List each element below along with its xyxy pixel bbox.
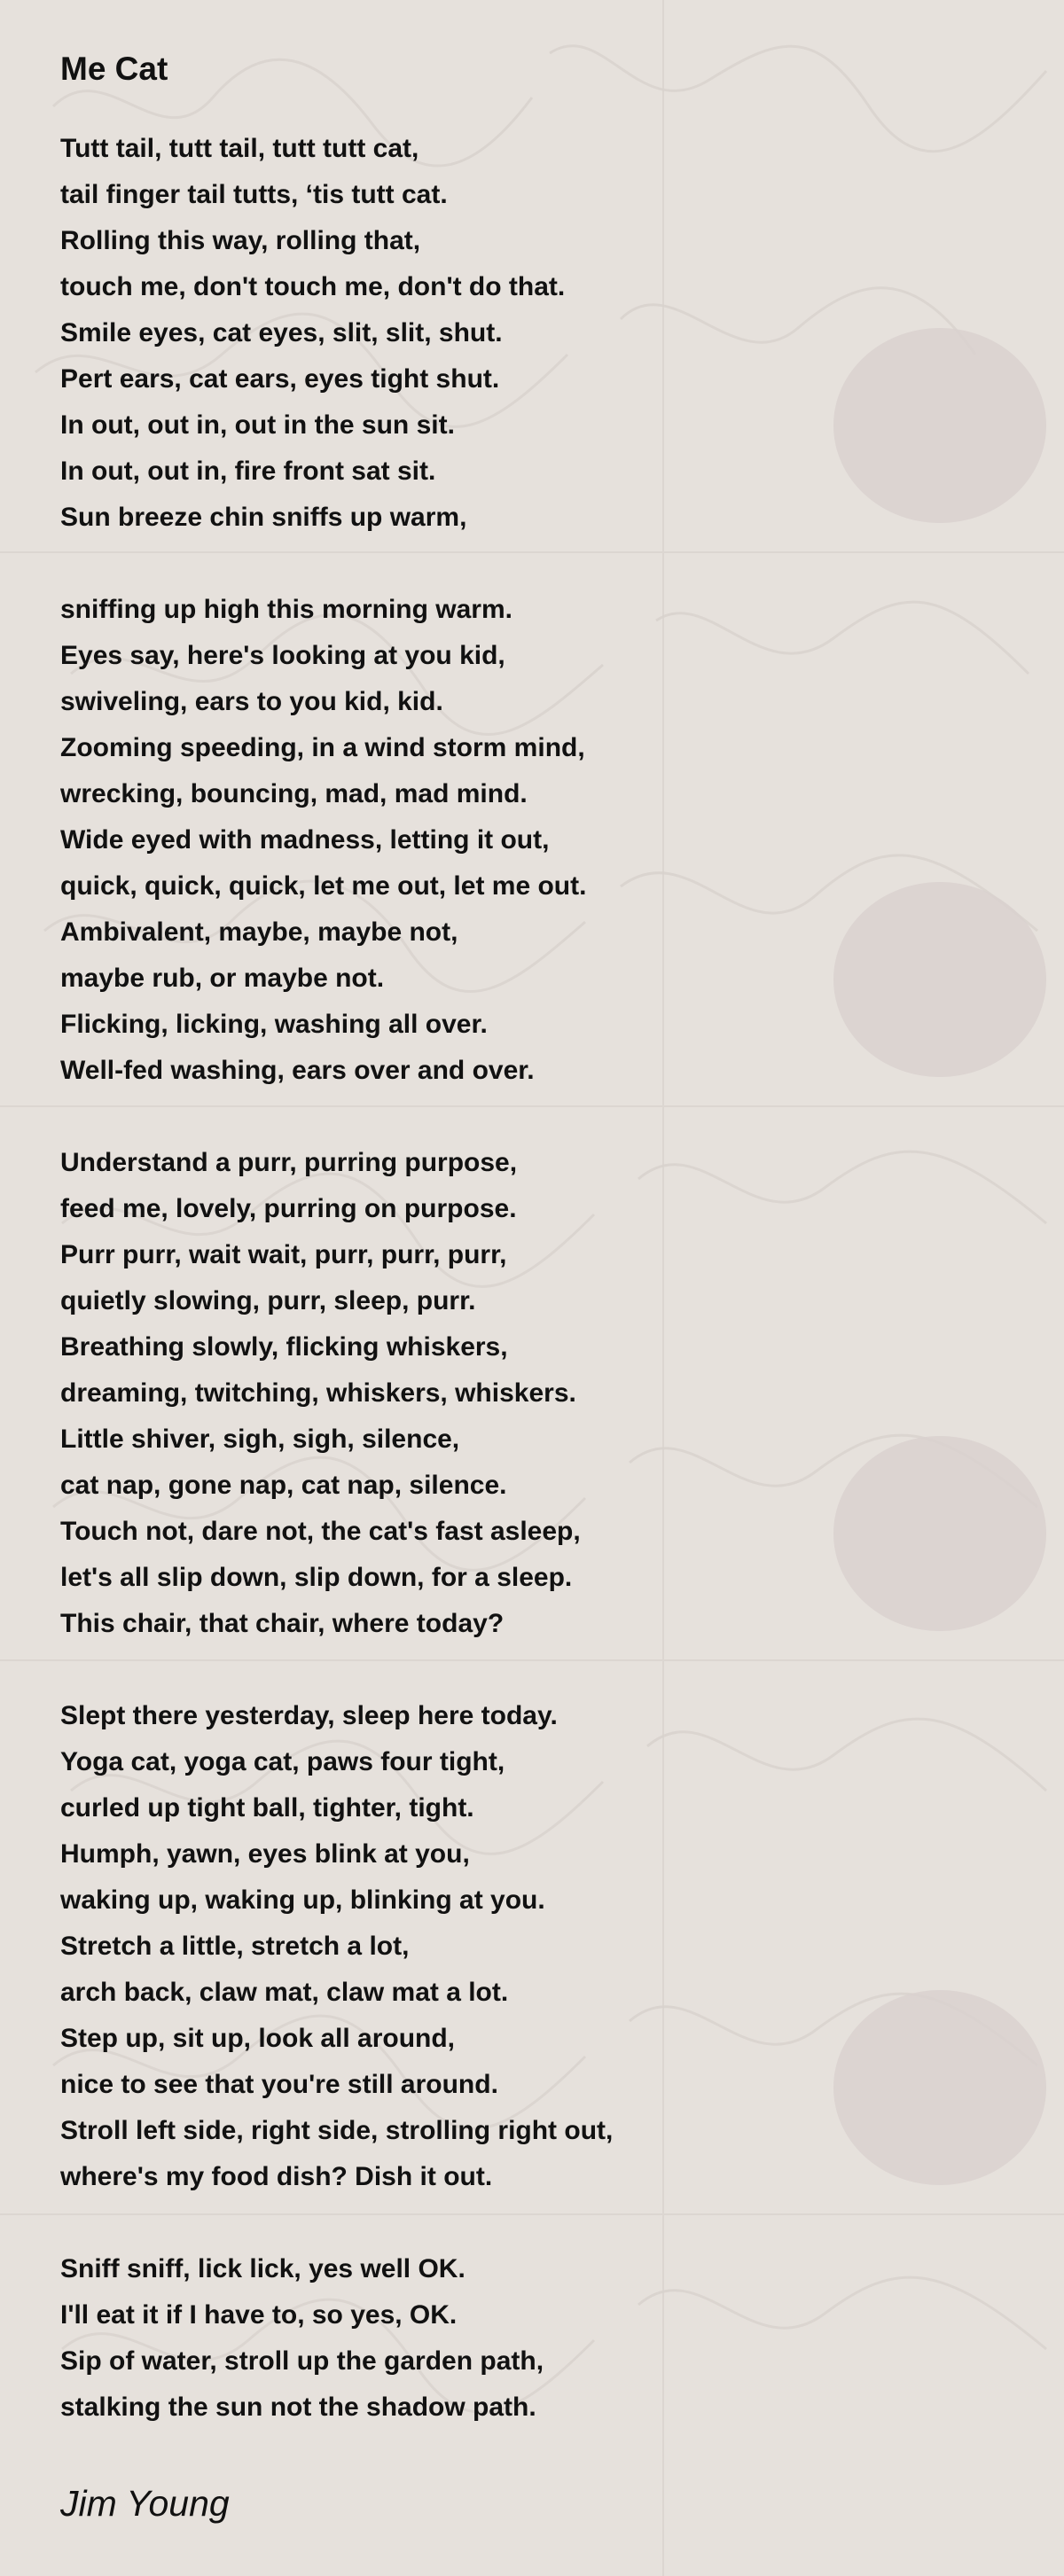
- stanza-5: [60, 2246, 991, 2431]
- poem-line: feed me, lovely, purring on purpose.: [60, 1194, 517, 1223]
- poem-line: tail finger tail tutts, ‘tis tutt cat.: [60, 180, 448, 209]
- poem-title: Me Cat: [60, 51, 168, 87]
- poem-line: Tutt tail, tutt tail, tutt tutt cat,: [60, 134, 419, 163]
- poem-line: Little shiver, sigh, sigh, silence,: [60, 1425, 460, 1454]
- poem-line: swiveling, ears to you kid, kid.: [60, 687, 443, 716]
- poem-line: Stretch a little, stretch a lot,: [60, 1932, 410, 1961]
- poem-line: Sip of water, stroll up the garden path,: [60, 2346, 544, 2376]
- poem-line: cat nap, gone nap, cat nap, silence.: [60, 1471, 507, 1500]
- poem-line: quick, quick, quick, let me out, let me out.: [60, 871, 587, 901]
- poem-line: wrecking, bouncing, mad, mad mind.: [60, 779, 528, 808]
- stanza-2: [60, 587, 991, 1094]
- poem-author: Jim Young: [60, 2483, 230, 2524]
- poem-line: Sun breeze chin sniffs up warm,: [60, 503, 467, 532]
- poem-line: Ambivalent, maybe, maybe not,: [60, 917, 458, 947]
- poem-line: nice to see that you're still around.: [60, 2070, 498, 2099]
- poem-line: Rolling this way, rolling that,: [60, 226, 421, 255]
- poem-line: Eyes say, here's looking at you kid,: [60, 641, 505, 670]
- poem-line: arch back, claw mat, claw mat a lot.: [60, 1978, 509, 2007]
- poem-line: quietly slowing, purr, sleep, purr.: [60, 1286, 476, 1315]
- poem-page: [60, 43, 991, 2530]
- poem-line: Smile eyes, cat eyes, slit, slit, shut.: [60, 318, 503, 347]
- poem-line: touch me, don't touch me, don't do that.: [60, 272, 566, 301]
- poem-line: Sniff sniff, lick lick, yes well OK.: [60, 2254, 466, 2283]
- poem-line: Yoga cat, yoga cat, paws four tight,: [60, 1747, 505, 1776]
- poem-line: Slept there yesterday, sleep here today.: [60, 1701, 558, 1730]
- poem-line: where's my food dish? Dish it out.: [60, 2162, 493, 2191]
- poem-line: curled up tight ball, tighter, tight.: [60, 1793, 474, 1823]
- poem-line: In out, out in, out in the sun sit.: [60, 410, 455, 440]
- poem-line: Flicking, licking, washing all over.: [60, 1010, 488, 1039]
- poem-line: Purr purr, wait wait, purr, purr, purr,: [60, 1240, 507, 1269]
- poem-line: maybe rub, or maybe not.: [60, 964, 385, 993]
- poem-line: Wide eyed with madness, letting it out,: [60, 825, 550, 855]
- poem-line: I'll eat it if I have to, so yes, OK.: [60, 2300, 458, 2330]
- poem-line: Zooming speeding, in a wind storm mind,: [60, 733, 585, 762]
- poem-line: dreaming, twitching, whiskers, whiskers.: [60, 1378, 576, 1408]
- stanza-3: [60, 1140, 991, 1647]
- poem-line: waking up, waking up, blinking at you.: [60, 1885, 545, 1915]
- poem-line: Step up, sit up, look all around,: [60, 2024, 456, 2053]
- poem-line: Understand a purr, purring purpose,: [60, 1148, 518, 1177]
- poem-line: In out, out in, fire front sat sit.: [60, 457, 436, 486]
- poem-line: Touch not, dare not, the cat's fast asleep,: [60, 1517, 581, 1546]
- poem-line: This chair, that chair, where today?: [60, 1609, 505, 1638]
- stanza-4: [60, 1693, 991, 2200]
- poem-line: let's all slip down, slip down, for a sleep.: [60, 1563, 573, 1592]
- poem-line: Well-fed washing, ears over and over.: [60, 1056, 535, 1085]
- poem-line: Stroll left side, right side, strolling right out,: [60, 2116, 614, 2145]
- poem-line: Breathing slowly, flicking whiskers,: [60, 1332, 508, 1362]
- poem-line: stalking the sun not the shadow path.: [60, 2393, 536, 2422]
- poem-line: Pert ears, cat ears, eyes tight shut.: [60, 364, 500, 394]
- stanza-1: [60, 126, 991, 541]
- poem-line: sniffing up high this morning warm.: [60, 595, 512, 624]
- poem-line: Humph, yawn, eyes blink at you,: [60, 1839, 470, 1869]
